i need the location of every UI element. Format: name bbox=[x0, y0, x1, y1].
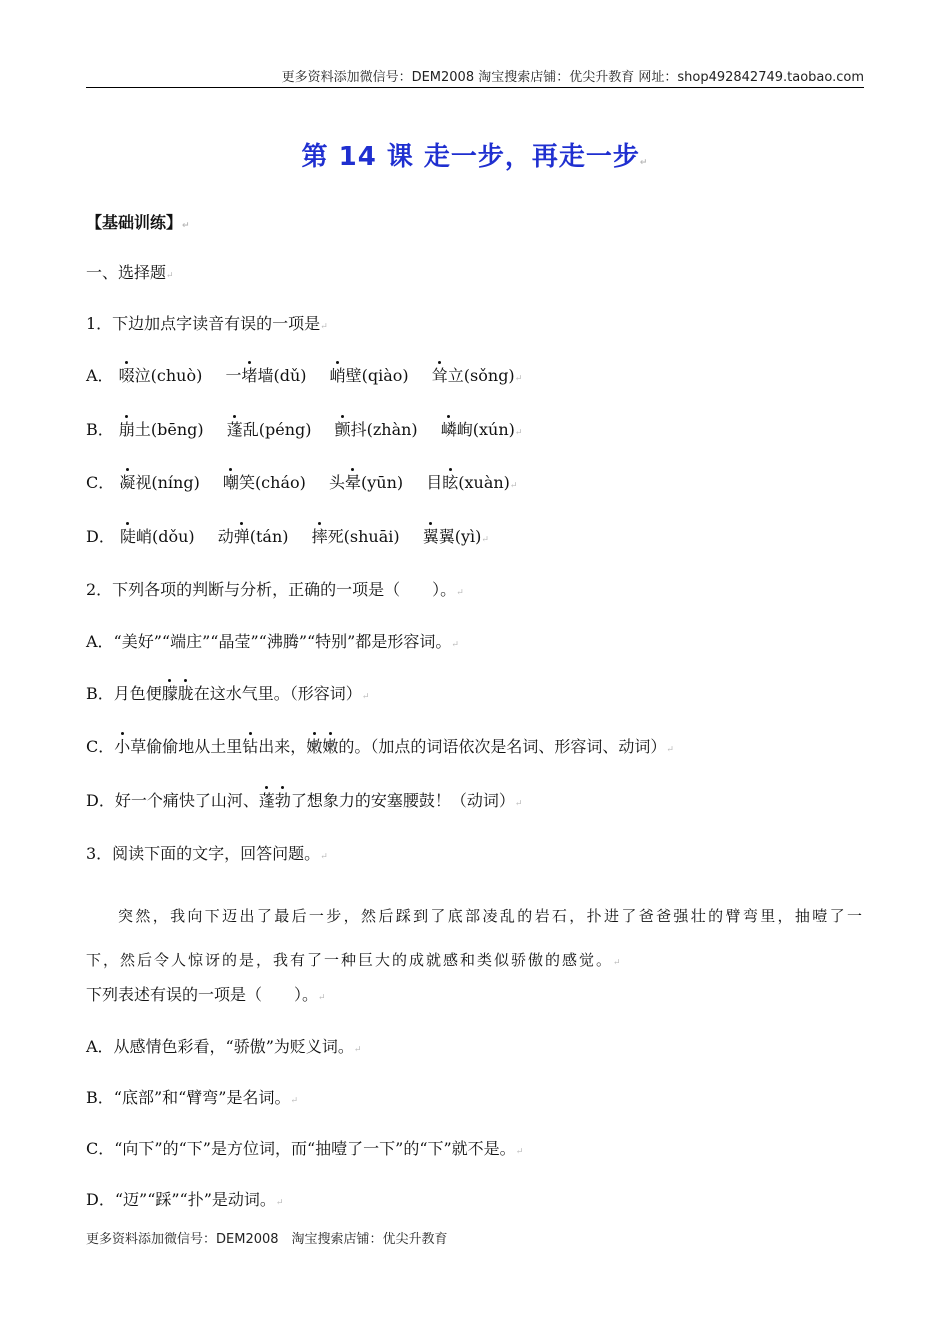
q1-option-c: C． 凝视(níng) 嘲笑(cháo) 头晕(yūn) 目眩(xuàn)↵ bbox=[86, 472, 535, 494]
q1-d-item-4: 翼翼(yì)↵ bbox=[422, 527, 489, 546]
question-2-stem: 2．下列各项的判断与分析，正确的一项是（ ）。↵ bbox=[86, 580, 464, 599]
q1-b-item-1: 崩土(bēng) bbox=[118, 420, 204, 439]
q1-c-item-2: 嘲笑(cháo) bbox=[222, 473, 306, 492]
q3-option-b: B．“底部”和“臂弯”是名词。↵ bbox=[86, 1088, 299, 1107]
q1-d-item-3: 摔死(shuāi) bbox=[311, 527, 400, 546]
page-footer: 更多资料添加微信号：DEM2008 淘宝搜索店铺：优尖升教育 bbox=[86, 1232, 448, 1247]
page-header: 更多资料添加微信号：DEM2008 淘宝搜索店铺：优尖升教育 网址：shop492842749.taobao.com bbox=[281, 70, 864, 85]
q1-a-item-4: 耸立(sǒng)↵ bbox=[431, 366, 523, 385]
q1-b-item-3: 颤抖(zhàn) bbox=[334, 420, 418, 439]
q1-d-item-1: 陡峭(dǒu) bbox=[119, 527, 195, 546]
q2-option-b: B．月色便朦胧在这水气里。（形容词）↵ bbox=[86, 684, 370, 703]
q1-d-item-2: 动弹(tán) bbox=[217, 527, 289, 546]
reading-passage: 突然，我向下迈出了最后一步，然后踩到了底部凌乱的岩石，扑进了爸爸强壮的臂弯里，抽噎了一下，然后令人惊讶的是，我有了一种巨大的成就感和类似骄傲的感觉。↵ bbox=[86, 907, 864, 969]
q2-option-c: C．小草偷偷地从土里钻出来，嫩嫩的。（加点的词语依次是名词、形容词、动词）↵ bbox=[86, 737, 674, 756]
q1-option-a: A． 啜泣(chuò) 一堵墙(dǔ) 峭壁(qiào) 耸立(sǒng)↵ bbox=[86, 365, 540, 387]
q1-c-item-4: 目眩(xuàn)↵ bbox=[426, 473, 518, 492]
q2-option-a: A．“美好”“端庄”“晶莹”“沸腾”“特别”都是形容词。↵ bbox=[86, 632, 459, 651]
q1-a-item-3: 峭壁(qiào) bbox=[329, 366, 409, 385]
question-1-stem: 1．下边加点字读音有误的一项是↵ bbox=[86, 314, 328, 333]
q1-b-item-4: 嶙峋(xún)↵ bbox=[440, 420, 523, 439]
q1-b-item-2: 蓬乱(péng) bbox=[226, 420, 312, 439]
q1-c-item-1: 凝视(níng) bbox=[119, 473, 200, 492]
q1-option-d: D． 陡峭(dǒu) 动弹(tán) 摔死(shuāi) 翼翼(yì)↵ bbox=[86, 526, 507, 548]
q1-c-item-3: 头晕(yūn) bbox=[328, 473, 404, 492]
lesson-title: 第 14 课 走一步，再走一步↵ bbox=[301, 142, 649, 172]
q3-option-a: A．从感情色彩看，“骄傲”为贬义词。↵ bbox=[86, 1037, 362, 1056]
q1-a-item-1: 啜泣(chuò) bbox=[118, 366, 203, 385]
q3-option-c: C．“向下”的“下”是方位词，而“抽噎了一下”的“下”就不是。↵ bbox=[86, 1139, 524, 1158]
question-3-sub: 下列表述有误的一项是（ ）。↵ bbox=[86, 985, 326, 1004]
q2-option-d: D．好一个痛快了山河、蓬勃了想象力的安塞腰鼓！（动词）↵ bbox=[86, 791, 523, 810]
q1-a-item-2: 一堵墙(dǔ) bbox=[225, 366, 307, 385]
section-heading: 【基础训练】↵ bbox=[86, 213, 190, 232]
q1-option-b: B． 崩土(bēng) 蓬乱(péng) 颤抖(zhàn) 嶙峋(xún)↵ bbox=[86, 419, 540, 441]
header-divider bbox=[86, 87, 864, 88]
part-heading: 一、选择题↵ bbox=[86, 263, 174, 282]
question-3-stem: 3．阅读下面的文字，回答问题。↵ bbox=[86, 844, 328, 863]
q3-option-d: D．“迈”“踩”“扑”是动词。↵ bbox=[86, 1190, 284, 1209]
